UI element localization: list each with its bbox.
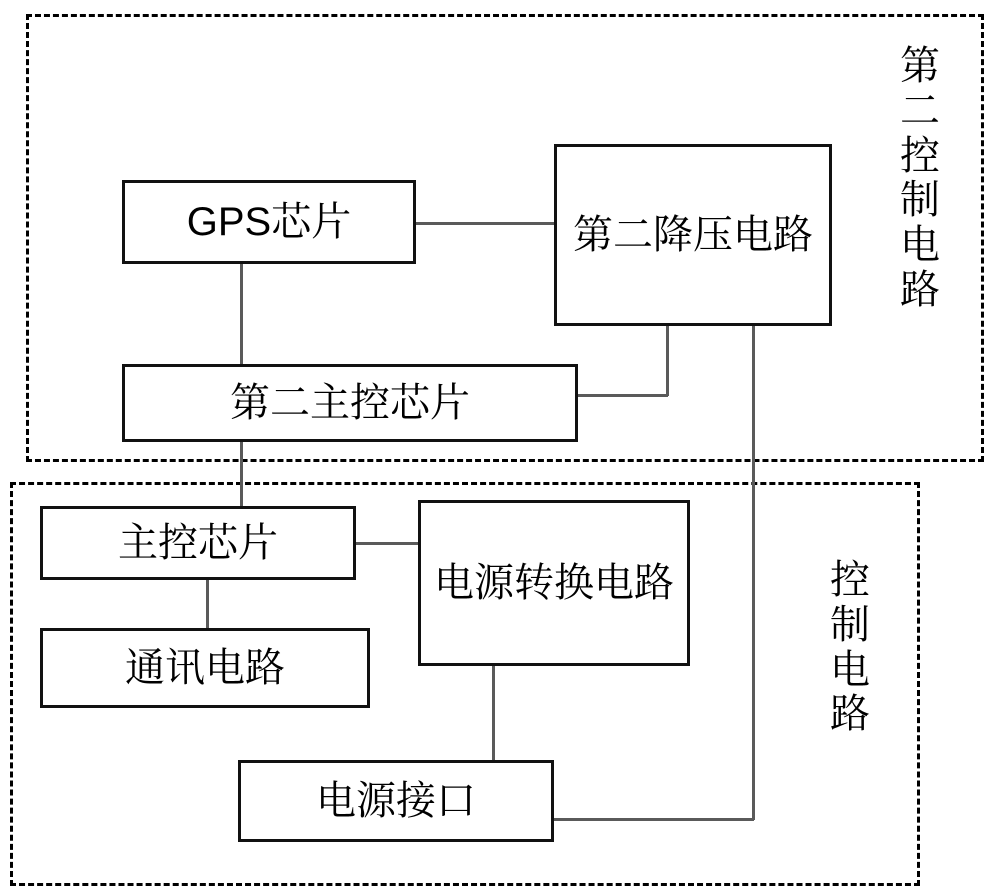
- node-second-step-down-circuit[interactable]: 第二降压电路: [554, 144, 832, 326]
- node-power-interface[interactable]: 电源接口: [238, 760, 554, 842]
- group-control-circuit-label: 控制电路: [830, 558, 870, 737]
- wire-stepdown-to-powerinterface-v: [752, 324, 755, 820]
- wire-main-to-powerconv: [354, 542, 420, 545]
- wire-powerconv-to-powerinterface: [492, 664, 495, 762]
- node-gps-chip[interactable]: GPS芯片: [122, 180, 416, 264]
- node-communication-circuit[interactable]: 通讯电路: [40, 628, 370, 708]
- node-main-control-chip[interactable]: 主控芯片: [40, 506, 356, 580]
- node-second-main-control-chip[interactable]: 第二主控芯片: [122, 364, 578, 442]
- wire-gps-to-secondmain: [240, 262, 243, 366]
- wire-stepdown-down: [666, 324, 669, 396]
- wire-stepdown-to-powerinterface-h: [552, 818, 754, 821]
- wire-secondmain-to-main: [240, 440, 243, 510]
- wire-gps-to-stepdown: [414, 222, 556, 225]
- group-second-control-circuit-label: 第二控制电路: [900, 44, 940, 312]
- wire-main-to-comm: [206, 578, 209, 630]
- wire-stepdown-to-secondmain: [576, 394, 668, 397]
- node-power-conversion-circuit[interactable]: 电源转换电路: [418, 500, 690, 666]
